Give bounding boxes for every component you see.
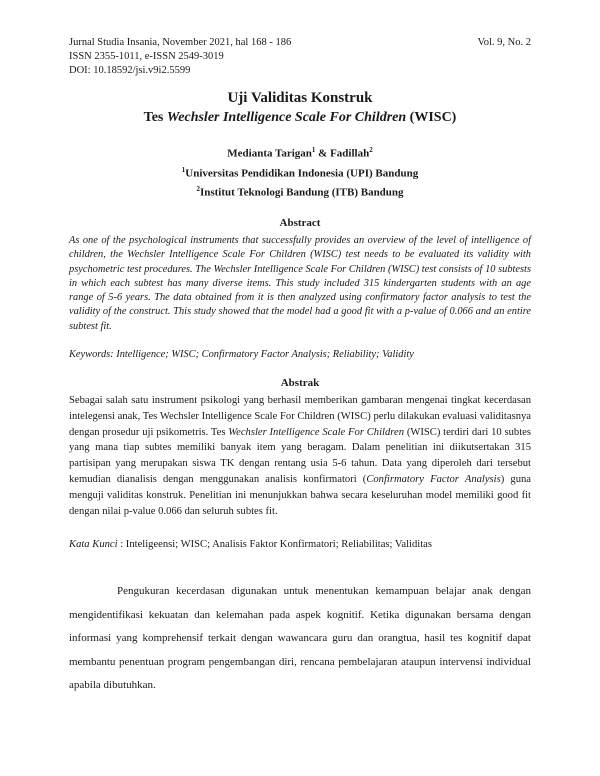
volume-label: Vol. 9, No. 2 xyxy=(477,37,531,48)
issn-line: ISSN 2355-1011, e-ISSN 2549-3019 xyxy=(69,51,224,62)
title-suffix: (WISC) xyxy=(406,110,457,125)
keywords-id xyxy=(69,539,531,550)
abstract-id-italic-1: Wechsler Intelligence Scale For Children xyxy=(228,426,405,438)
body-paragraph-text: Pengukuran kecerdasan digunakan untuk menentukan kemampuan belajar anak dengan mengidentifikasi kekuatan dan kelemahan pada aspek kognitif. Ketika digunakan bersama dengan informasi yang komprehensif terkait dengan wawancara guru dan orangtua, hasil tes kognitif dapat membantu penentuan program pengembangan diri, rencana pembelajaran ataupun intervensi individual apabila dibutuhkan. xyxy=(69,585,531,692)
abstract-id-text xyxy=(69,393,531,519)
paper-title xyxy=(69,89,531,127)
title-line-1: Uji Validitas Konstruk xyxy=(227,90,373,106)
affiliation-2-sup: 2 xyxy=(196,185,200,194)
title-prefix: Tes xyxy=(143,110,167,125)
title-italic: Wechsler Intelligence Scale For Children xyxy=(166,110,407,125)
journal-line: Jurnal Studia Insania, November 2021, hal 168 - 186 xyxy=(69,37,292,48)
author-names xyxy=(69,142,531,162)
affiliation-1 xyxy=(69,162,531,182)
abstract-id-italic-2: Confirmatory Factor Analysis xyxy=(366,473,501,485)
affiliation-1-sup: 1 xyxy=(181,165,186,174)
title-line-2 xyxy=(69,108,531,127)
abstract-en-text: As one of the psychological instruments that successfully provides an overview of the level of intelligence of children, the Wechsler Intelligence Scale For Children (WISC) test needs to be evaluated its validity with psychometric test procedures. The Wechsler Intelligence Scale For Children (WISC) test consists of 10 subtests in which each subtest has many diverse items. This study included 315 kindergarten students with an age range of 5-6 years. The data obtained from it is then analyzed using confirmatory factor analysis to test the validity of the construct. This study showed that the model had a good fit with a p-value of 0.066 and an entire subtest fit. xyxy=(69,235,531,332)
author-2: & Fadillah xyxy=(315,147,370,160)
keywords-id-text: : Inteligeensi; WISC; Analisis Faktor Konfirmatori; Reliabilitas; Validitas xyxy=(117,539,433,550)
body-paragraph xyxy=(69,580,531,698)
affiliation-2-text: Institut Teknologi Bandung (ITB) Bandung xyxy=(199,186,404,199)
author-1-sup: 1 xyxy=(311,146,316,154)
keywords-id-label: Kata Kunci xyxy=(69,539,118,550)
abstract-id-part-3: ) guna menguji validitas konstruk. Penelitian ini menunjukkan bahwa secara keseluruhan model memiliki good fit dengan nilai p-value 0.066 dan seluruh subtes fit. xyxy=(69,473,531,517)
journal-header xyxy=(69,36,531,78)
keywords-en: Keywords: Intelligence; WISC; Confirmatory Factor Analysis; Reliability; Validity xyxy=(69,349,414,360)
author-2-sup: 2 xyxy=(369,146,373,154)
abstract-en-heading: Abstract xyxy=(279,217,321,229)
abstract-id-heading: Abstrak xyxy=(280,377,320,389)
affiliation-1-text: Universitas Pendidikan Indonesia (UPI) Bandung xyxy=(185,167,419,180)
author-block xyxy=(69,142,531,201)
affiliation-2 xyxy=(69,181,531,201)
doi-line: DOI: 10.18592/jsi.v9i2.5599 xyxy=(69,65,191,76)
abstract-id-part-1: Sebagai salah satu instrument psikologi yang berhasil memberikan gambaran mengenai tingkat kecerdasan intelegensi anak, Tes Wechsler Intelligence Scale For Children (WISC) perlu dilakukan evaluasi validitasnya dengan prosedur uji psikometris. Tes xyxy=(69,395,531,438)
author-1: Medianta Tarigan xyxy=(227,147,312,160)
abstract-id-part-2: (WISC) terdiri dari 10 subtes yang mana tiap subtes memiliki banyak item yang beragam. Dalam penelitian ini diikutsertakan 315 partisipan yang merupakan siswa TK dengan rentang usia 5-6 tahun. Data yang diperoleh dari tersebut kemudian dianalisis dengan menggunakan analisis konfirmatori ( xyxy=(69,426,531,485)
